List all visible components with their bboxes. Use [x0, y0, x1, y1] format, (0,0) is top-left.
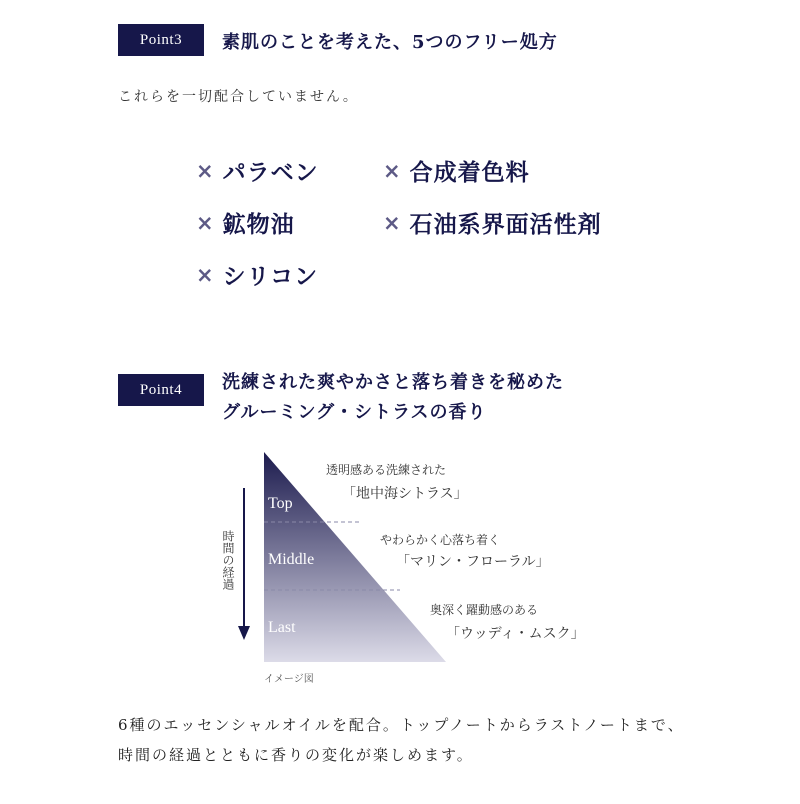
- cross-icon: ×: [196, 158, 215, 183]
- free-item-label: 鉱物油: [222, 212, 295, 238]
- point4-heading-line2: グルーミング・シトラスの香り: [222, 402, 487, 423]
- time-axis-label: 時間の経過: [221, 530, 235, 590]
- point4-body-line1: 6種のエッセンシャルオイルを配合。トップノートからラストノートまで、: [118, 716, 685, 734]
- diagram-caption: イメージ図: [264, 674, 314, 685]
- free-item-label: 合成着色料: [409, 160, 530, 186]
- point4-heading-line1: 洗練された爽やかさと落ち着きを秘めた: [222, 372, 564, 393]
- stage-desc-top: 透明感ある洗練された: [326, 463, 447, 477]
- stage-note-last: 「ウッディ・ムスク」: [446, 626, 585, 642]
- free-item-label: パラベン: [222, 160, 319, 186]
- stage-note-middle: 「マリン・フローラル」: [396, 554, 550, 570]
- cross-icon: ×: [196, 262, 215, 287]
- point3-heading: 素肌のことを考えた、5つのフリー処方: [222, 32, 558, 53]
- point3-intro: これらを一切配合していません。: [118, 89, 359, 105]
- stage-label-middle: Middle: [268, 551, 315, 568]
- free-item-label: シリコン: [222, 264, 319, 290]
- stage-desc-middle: やわらかく心落ち着く: [380, 533, 501, 547]
- cross-icon: ×: [196, 210, 215, 235]
- stage-label-top: Top: [268, 495, 293, 512]
- point4-body-line2: 時間の経過とともに香りの変化が楽しめます。: [118, 746, 474, 764]
- point3-badge: Point3: [118, 24, 204, 56]
- free-item-label: 石油系界面活性剤: [409, 212, 602, 238]
- stage-desc-last: 奥深く躍動感のある: [430, 603, 539, 617]
- time-arrow-head-icon: [238, 626, 250, 640]
- stage-note-top: 「地中海シトラス」: [342, 486, 468, 502]
- stage-label-last: Last: [268, 619, 296, 636]
- cross-icon: ×: [383, 158, 402, 183]
- cross-icon: ×: [383, 210, 402, 235]
- point4-badge: Point4: [118, 374, 204, 406]
